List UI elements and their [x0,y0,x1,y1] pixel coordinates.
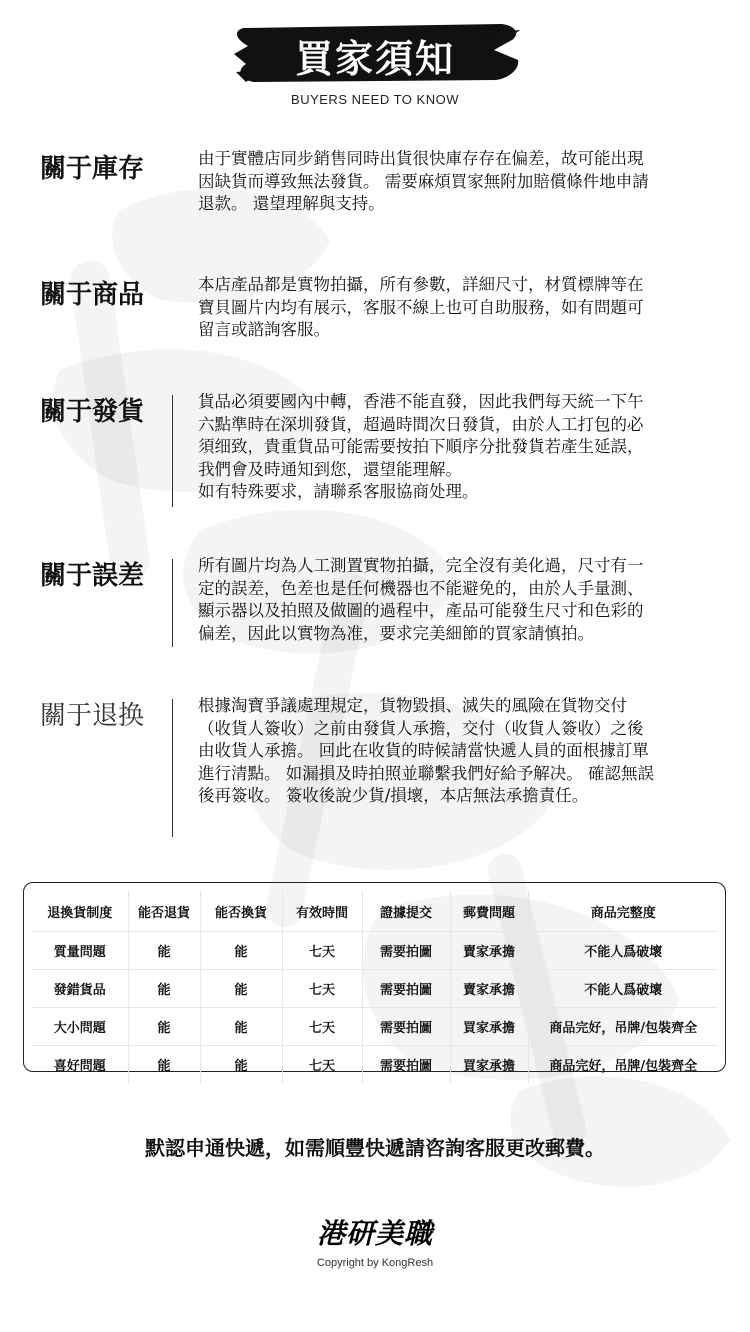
section-divider [172,395,173,507]
column-header: 商品完整度 [528,891,718,932]
table-cell: 能 [128,970,200,1008]
section-body: 由于實體店同步銷售同時出貨很快庫存存在偏差，故可能出現 因缺貨而導致無法發貨。 需要麻煩買家無附加賠償條件地申請 退款。 還望理解與支持。 [198,149,649,214]
section-returns [0,695,750,835]
return-policy-table [23,882,726,1072]
column-header: 能否退貨 [128,891,200,932]
section-shipping [0,391,750,511]
table-row [32,970,718,1008]
column-header: 能否換貨 [200,891,282,932]
table-cell: 能 [128,1008,200,1046]
column-header: 退換貨制度 [47,905,113,921]
page-header [0,0,750,120]
page-title: 買家須知 [294,37,455,81]
section-inventory [0,148,750,228]
column-header: 證據提交 [362,891,450,932]
section-title: 關于退换 [40,701,145,731]
table-cell: 買家承擔 [450,1008,528,1046]
table-row [32,1008,718,1046]
table-cell: 能 [200,1008,282,1046]
section-body: 所有圖片均為人工測置實物拍攝，完全沒有美化過，尺寸有一 定的誤差，色差也是任何機器也不能避免的，由於人手量測、 顯示器以及拍照及做圖的過程中，產品可能發生尺寸和色彩的 偏差，因此以實物為准，要求完美細節的買家請慎拍。 [198,556,644,643]
section-body: 根據淘寶爭議處理規定，貨物毀損、滅失的風險在貨物交付 （收貨人簽收）之前由發貨人承擔，交付（收貨人簽收）之後 由收貨人承擔。 回此在收貨的時候請當快遞人員的面根據訂單 進行清點。 如漏損及時拍照並聯繫我們好給予解决。 確認無誤 後再簽收。 簽收後說少貨/損壞，本店無法承擔責任。 [198,696,654,806]
copyright-text: Copyright by KongResh [316,1257,434,1269]
table-cell: 七天 [282,1008,362,1046]
section-deviation [0,555,750,650]
table-cell: 賣家承擔 [450,970,528,1008]
table-cell: 商品完好，吊牌/包裝齊全 [528,1008,718,1046]
table-cell: 能 [200,1046,282,1084]
table-cell: 需要拍圖 [362,1046,450,1084]
section-divider [172,699,173,837]
table-cell: 能 [200,932,282,970]
table-cell: 需要拍圖 [362,932,450,970]
table-cell: 需要拍圖 [362,970,450,1008]
section-title: 關于庫存 [40,154,145,184]
shipping-note: 默認申通快遞，如需順豐快遞請咨詢客服更改郵費。 [145,1136,605,1160]
table-cell: 不能人爲破壞 [528,932,718,970]
table-cell: 七天 [282,1046,362,1084]
table-cell: 商品完好，吊牌/包裝齊全 [528,1046,718,1084]
table-cell: 七天 [282,932,362,970]
section-body: 本店產品都是實物拍攝，所有參數，詳細尺寸，材質標牌等在 寶貝圖片内均有展示，客服不線上也可自助服務，如有問題可 留言或諮詢客服。 [198,275,644,340]
table-row [32,1046,718,1084]
column-header: 有效時間 [282,891,362,932]
section-body: 貨品必須要國內中轉，香港不能直發，因此我們每天統一下午 六點準時在深圳發貨，超過時間次日發貨，由於人工打包的必 須细致，貴重貨品可能需要按拍下順序分批發貨若產生延誤， 我們會及時通知到您，還望能理解。 如有特殊要求，請聯系客服協商处理。 [198,392,644,502]
table-cell: 質量問題 [32,932,128,970]
table-cell: 能 [128,932,200,970]
table-cell: 七天 [282,970,362,1008]
table-header-row [32,891,718,932]
section-title: 關于發貨 [40,397,145,427]
section-divider [172,559,173,647]
page-subtitle: BUYERS NEED TO KNOW [291,92,459,107]
table-cell: 發錯貨品 [32,970,128,1008]
table-cell: 需要拍圖 [362,1008,450,1046]
table-cell: 喜好問題 [32,1046,128,1084]
section-title: 關于商品 [40,280,145,310]
table-cell: 能 [128,1046,200,1084]
table-cell: 大小問題 [32,1008,128,1046]
column-header: 郵費問題 [450,891,528,932]
section-products [0,274,750,354]
section-title: 關于誤差 [40,561,145,591]
brand-logo: 港研美職 [316,1217,433,1250]
table-cell: 買家承擔 [450,1046,528,1084]
table-cell: 賣家承擔 [450,932,528,970]
table-cell: 能 [200,970,282,1008]
table-cell: 不能人爲破壞 [528,970,718,1008]
table-row [32,932,718,970]
